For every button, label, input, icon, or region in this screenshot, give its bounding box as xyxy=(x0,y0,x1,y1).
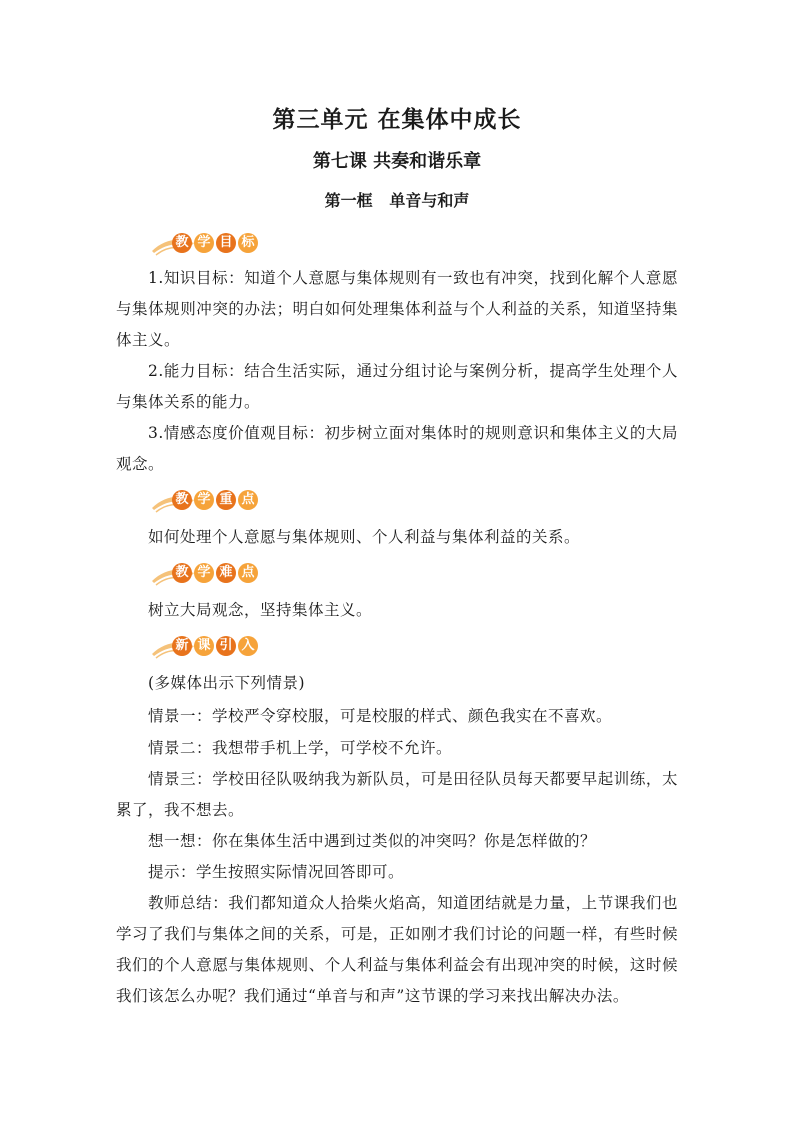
intro-paragraph: 提示：学生按照实际情况回答即可。 xyxy=(148,863,405,881)
objectives-badge xyxy=(150,231,262,257)
objective-ability: 2.能力目标：结合生活实际，通过分组讨论与案例分析，提高学生处理个人与集体关系的能力。 xyxy=(116,362,678,411)
key-points-badge xyxy=(150,488,262,514)
intro-paragraph: 教师总结：我们都知道众人拾柴火焰高，知道团结就是力量，上节课我们也学习了我们与集体之间的关系，可是，正如刚才我们讨论的问题一样，有些时候我们的个人意愿与集体规则、个人利益与集体利益会有出现冲突的时候，这时候我们该怎么办呢？我们通过“单音与和声”这节课的学习来找出解决办法。 xyxy=(116,894,678,1005)
key-points-text: 如何处理个人意愿与集体规则、个人利益与集体利益的关系。 xyxy=(148,528,581,546)
badge-char: 点 xyxy=(238,563,258,583)
badge-char: 标 xyxy=(238,233,258,253)
badge-char: 目 xyxy=(216,233,236,253)
badge-char: 重 xyxy=(216,490,236,510)
frame-title: 第一框 单音与和声 xyxy=(324,191,470,210)
badge-char: 学 xyxy=(194,563,214,583)
intro-paragraph: 情景一：学校严令穿校服，可是校服的样式、颜色我实在不喜欢。 xyxy=(148,707,613,725)
badge-char: 教 xyxy=(172,563,192,583)
badge-char: 引 xyxy=(216,636,236,656)
badge-char: 新 xyxy=(172,636,192,656)
badge-char: 教 xyxy=(172,233,192,253)
intro-badge xyxy=(150,634,262,660)
badge-char: 学 xyxy=(194,233,214,253)
intro-paragraph: 想一想：你在集体生活中遇到过类似的冲突吗？你是怎样做的？ xyxy=(148,832,597,850)
badge-char: 点 xyxy=(238,490,258,510)
objective-attitude: 3.情感态度价值观目标：初步树立面对集体时的规则意识和集体主义的大局观念。 xyxy=(116,424,678,473)
badge-char: 学 xyxy=(194,490,214,510)
lesson-title: 第七课 共奏和谐乐章 xyxy=(312,151,482,172)
difficulties-text: 树立大局观念，坚持集体主义。 xyxy=(148,601,373,619)
intro-paragraph: 情景二：我想带手机上学，可学校不允许。 xyxy=(148,739,453,757)
unit-title: 第三单元 在集体中成长 xyxy=(272,107,522,133)
badge-char: 教 xyxy=(172,490,192,510)
badge-char: 课 xyxy=(194,636,214,656)
intro-paragraph: (多媒体出示下列情景) xyxy=(148,674,306,692)
difficulties-badge xyxy=(150,561,262,587)
badge-char: 入 xyxy=(238,636,258,656)
intro-paragraph: 情景三：学校田径队吸纳我为新队员，可是田径队员每天都要早起训练，太累了，我不想去。 xyxy=(116,770,678,819)
badge-char: 难 xyxy=(216,563,236,583)
objective-knowledge: 1.知识目标：知道个人意愿与集体规则有一致也有冲突，找到化解个人意愿与集体规则冲突的办法；明白如何处理集体利益与个人利益的关系，知道坚持集体主义。 xyxy=(116,269,678,349)
